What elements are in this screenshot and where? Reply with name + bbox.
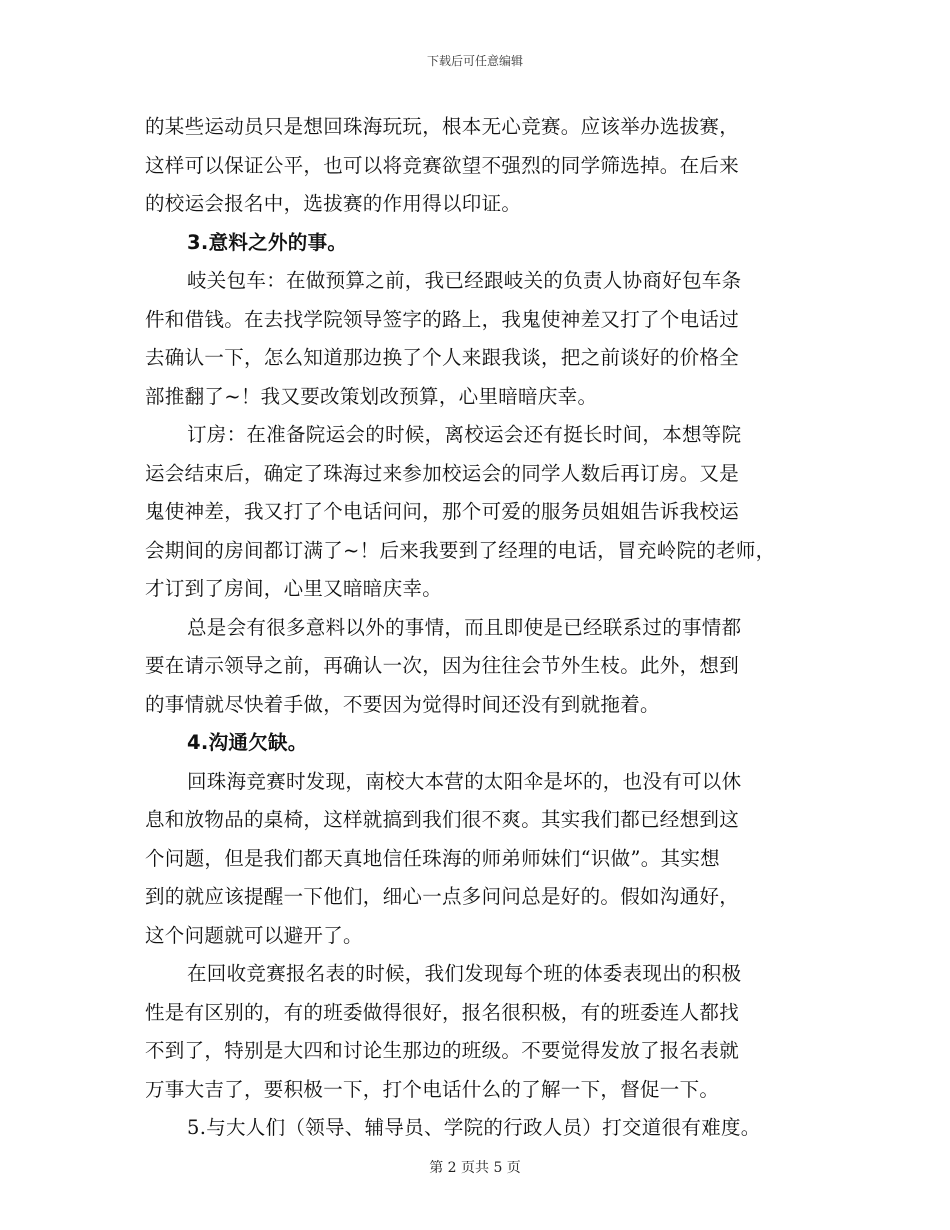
body-line: 会期间的房间都订满了~！后来我要到了经理的电话，冒充岭院的老师，: [145, 538, 776, 562]
paragraph-start: 订房：在准备院运会的时候，离校运会还有挺长时间，本想等院: [187, 423, 742, 446]
paragraph-start: 回珠海竞赛时发现，南校大本营的太阳伞是坏的，也没有可以休: [187, 769, 742, 793]
paragraph-start: 在回收竞赛报名表的时候，我们发现每个班的体委表现出的积极: [187, 962, 742, 985]
page-header: 下载后可任意编辑: [426, 54, 523, 68]
body-line: 才订到了房间，心里又暗暗庆幸。: [145, 577, 443, 600]
body-line: 这个问题就可以避开了。: [145, 923, 363, 947]
body-line: 件和借钱。在去找学院领导签字的路上，我鬼使神差又打了个电话过: [145, 307, 740, 331]
section-heading-5: 5.与大人们（领导、辅导员、学院的行政人员）打交道很有难度。: [187, 1116, 761, 1139]
page-number: 第 2 页共 5 页: [429, 1160, 521, 1176]
body-line: 万事大吉了，要积极一下，打个电话什么的了解一下，督促一下。: [145, 1077, 720, 1101]
paragraph-start: 岐关包车：在做预算之前，我已经跟岐关的负责人协商好包车条: [187, 269, 742, 292]
body-line: 的事情就尽快着手做，不要因为觉得时间还没有到就拖着。: [145, 692, 660, 716]
body-line: 到的就应该提醒一下他们，细心一点多问问总是好的。假如沟通好，: [145, 885, 740, 908]
body-line: 的某些运动员只是想回珠海玩玩，根本无心竞赛。应该举办选拔赛，: [145, 115, 740, 138]
body-line: 息和放物品的桌椅，这样就搞到我们很不爽。其实我们都已经想到这: [145, 808, 740, 831]
section-heading-4: 4.沟通欠缺。: [187, 731, 308, 754]
body-line: 部推翻了~！我又要改策划改预算，心里暗暗庆幸。: [145, 384, 598, 408]
body-line: 要在请示领导之前，再确认一次，因为往往会节外生枝。此外，想到: [145, 654, 740, 677]
paragraph-start: 总是会有很多意料以外的事情，而且即使是已经联系过的事情都: [187, 615, 742, 639]
body-line: 运会结束后，确定了珠海过来参加校运会的同学人数后再订房。又是: [145, 461, 740, 485]
body-line: 性是有区别的，有的班委做得很好，报名很积极，有的班委连人都找: [145, 1000, 740, 1024]
body-line: 个问题，但是我们都天真地信任珠海的师弟师妹们“识做”。其实想: [145, 846, 720, 870]
body-line: 的校运会报名中，选拔赛的作用得以印证。: [145, 192, 522, 215]
section-heading-3: 3.意料之外的事。: [187, 230, 348, 254]
body-line: 不到了，特别是大四和讨论生那边的班级。不要觉得发放了报名表就: [145, 1039, 740, 1062]
body-line: 这样可以保证公平，也可以将竞赛欲望不强烈的同学筛选掉。在后来: [145, 153, 740, 177]
body-line: 去确认一下，怎么知道那边换了个人来跟我谈，把之前谈好的价格全: [145, 346, 740, 369]
document-body: [145, 108, 815, 1148]
body-line: 鬼使神差，我又打了个电话问问，那个可爱的服务员姐姐告诉我校运: [145, 500, 740, 523]
